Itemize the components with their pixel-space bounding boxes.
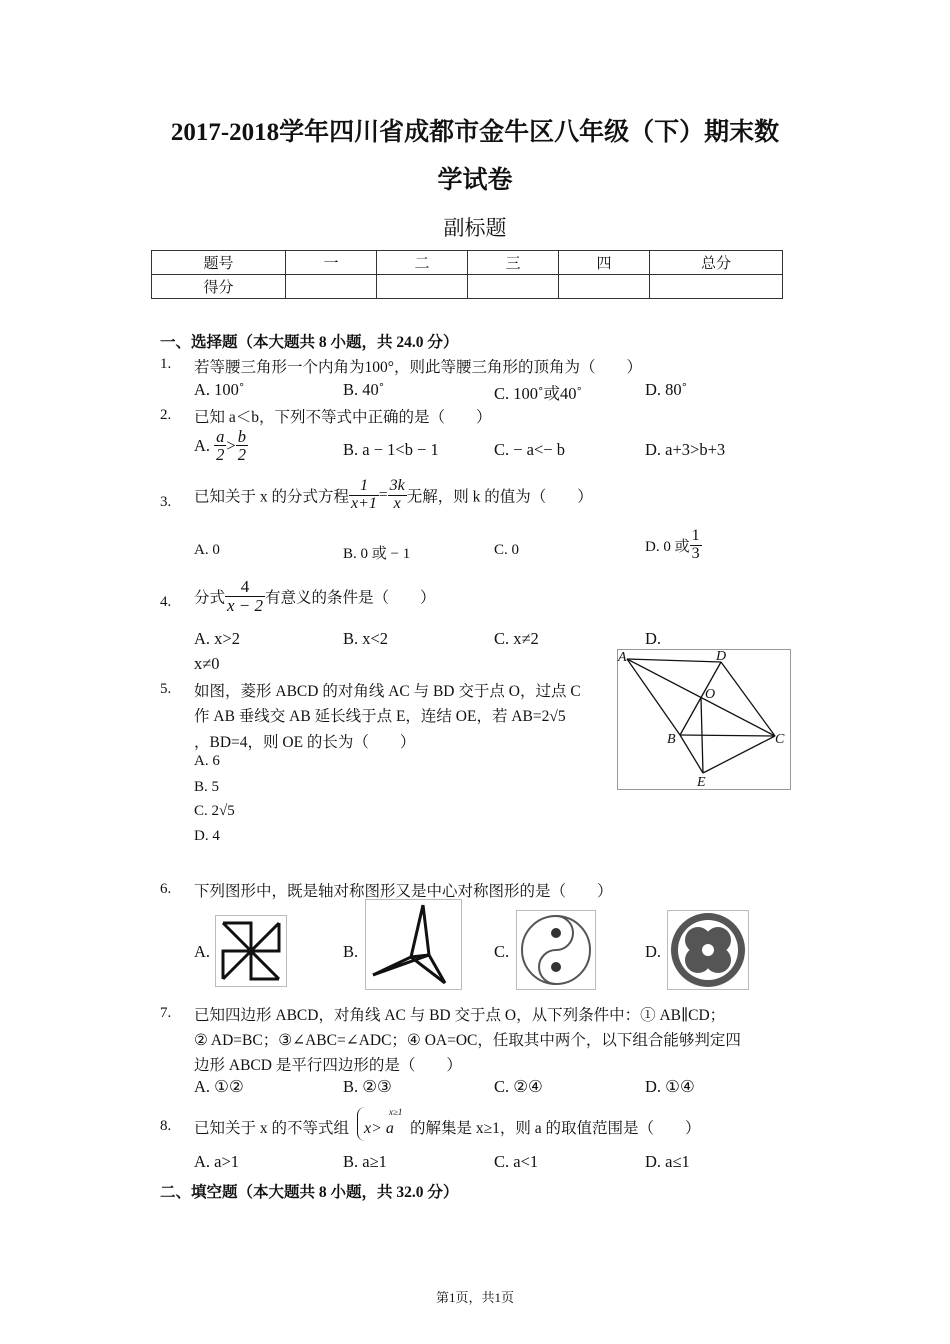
dot-top xyxy=(551,928,561,938)
denominator: 2 xyxy=(216,445,225,465)
q7-number: 7. xyxy=(160,1005,172,1021)
edge-bc xyxy=(680,735,775,736)
q6-number: 6. xyxy=(160,881,172,897)
subtitle: 副标题 xyxy=(443,216,507,240)
q4-option-c: C. x≠2 xyxy=(494,629,539,648)
q7-line-1: 已知四边形 ABCD，对角线 AC 与 BD 交于点 O，从下列条件中：① AB∥CD； xyxy=(194,1007,726,1024)
q4-option-d: D. xyxy=(645,629,662,648)
score-cell xyxy=(559,275,650,299)
q3-text-pre: 已知关于 x 的分式方程 xyxy=(194,488,350,506)
q1-number: 1. xyxy=(160,356,172,372)
q5-line-1: 如图，菱形 ABCD 的对角线 AC 与 BD 交于点 O，过点 C xyxy=(194,683,581,700)
edge-ad xyxy=(627,659,721,662)
q2-option-a xyxy=(194,428,248,464)
q6-option-d: D. xyxy=(645,942,662,961)
q4-text xyxy=(194,578,436,615)
q3-option-c: C. 0 xyxy=(494,542,520,558)
q1-option-a: A. 100˚ xyxy=(194,380,245,399)
row-label: 得分 xyxy=(152,275,286,299)
q5-option-a: A. 6 xyxy=(194,753,220,769)
q8-option-b: B. a≥1 xyxy=(343,1152,387,1171)
extension-be xyxy=(680,735,703,773)
numerator: b xyxy=(237,427,246,446)
score-table-row xyxy=(152,275,783,299)
q3-option-a: A. 0 xyxy=(194,542,220,558)
q4-fraction xyxy=(225,578,265,615)
q1-option-d: D. 80˚ xyxy=(645,380,688,399)
q8-option-d: D. a≤1 xyxy=(645,1152,690,1171)
q5-option-c: C. 2√5 xyxy=(194,803,235,819)
q2-option-a-prefix: A. xyxy=(194,435,211,455)
q8-option-c: C. a<1 xyxy=(494,1152,539,1171)
q2-text: 已知 a＜b，下列不等式中正确的是（ ） xyxy=(194,409,492,426)
title-line-1: 2017-2018学年四川省成都市金牛区八年级（下）期末数 xyxy=(170,119,780,146)
q8-option-a: A. a>1 xyxy=(194,1152,240,1171)
pinwheel-figure xyxy=(215,915,287,987)
denominator: 2 xyxy=(237,445,246,465)
label-c: C xyxy=(775,732,785,747)
score-cell xyxy=(650,275,783,299)
q8-text-post: 的解集是 x≥1，则 a 的取值范围是（ ） xyxy=(410,1120,701,1137)
title-line-2: 学试卷 xyxy=(437,167,513,194)
score-cell xyxy=(286,275,377,299)
flower-circle-figure xyxy=(667,910,749,990)
q5-line-3: ，BD=4，则 OE 的长为（ ） xyxy=(194,734,416,751)
q4-text-post: 有意义的条件是（ ） xyxy=(265,589,436,607)
q3-option-b: B. 0 或 − 1 xyxy=(343,546,411,562)
q3-fraction-1 xyxy=(349,478,379,513)
denominator: x+1 xyxy=(351,494,377,512)
label-a: A xyxy=(618,650,627,665)
numerator: a xyxy=(216,427,225,446)
q4-option-a: A. x>2 xyxy=(194,629,240,648)
q3-option-d-prefix: D. 0 或 xyxy=(645,538,690,555)
rhombus-figure xyxy=(617,649,791,790)
q3-equals: = xyxy=(378,486,388,504)
q2-option-b: B. a − 1<b − 1 xyxy=(343,440,439,459)
denominator: x − 2 xyxy=(227,595,264,615)
q7-option-d: D. ①④ xyxy=(645,1077,695,1096)
q5-option-d: D. 4 xyxy=(194,828,220,844)
figure-border xyxy=(618,650,791,790)
q2-option-d: D. a+3>b+3 xyxy=(645,440,726,459)
q4-number: 4. xyxy=(160,594,172,610)
q5-option-b: B. 5 xyxy=(194,779,220,795)
segment-ce xyxy=(703,736,775,773)
q2-number: 2. xyxy=(160,407,172,423)
score-cell xyxy=(377,275,468,299)
q7-option-c: C. ②④ xyxy=(494,1077,543,1096)
header-cell: 三 xyxy=(468,251,559,275)
q2-fraction-b-over-2 xyxy=(236,428,248,464)
numerator: 1 xyxy=(349,478,379,496)
header-cell: 二 xyxy=(377,251,468,275)
label-e: E xyxy=(697,775,706,790)
q8-system-bottom: x> a xyxy=(364,1120,394,1137)
edge-ab xyxy=(627,659,680,735)
q7-line-3: 边形 ABCD 是平行四边形的是（ ） xyxy=(194,1057,462,1074)
header-cell: 一 xyxy=(286,251,377,275)
q7-line-2: ② AD=BC；③∠ABC=∠ADC；④ OA=OC，任取其中两个，以下组合能够判定四 xyxy=(194,1032,741,1049)
section-2-heading: 二、填空题（本大题共 8 小题，共 32.0 分） xyxy=(160,1184,459,1201)
edge-dc xyxy=(721,662,775,736)
q5-line-2: 作 AB 垂线交 AB 延长线于点 E，连结 OE，若 AB=2√5 xyxy=(194,708,566,725)
q6-option-b: B. xyxy=(343,942,359,961)
numerator: 1 xyxy=(691,527,700,544)
q1-text: 若等腰三角形一个内角为100°，则此等腰三角形的顶角为（ ） xyxy=(194,359,642,376)
q7-option-a: A. ①② xyxy=(194,1077,244,1096)
q5-number: 5. xyxy=(160,681,172,697)
yin-yang-figure xyxy=(516,910,596,990)
q3-fraction-one-third xyxy=(690,528,702,563)
q2-option-c: C. − a<− b xyxy=(494,440,565,459)
label-o: O xyxy=(705,687,716,702)
dot-bottom xyxy=(551,962,561,972)
q6-option-a: A. xyxy=(194,942,211,961)
q6-text: 下列图形中，既是轴对称图形又是中心对称图形的是（ ） xyxy=(194,883,613,900)
label-d: D xyxy=(716,649,727,664)
q7-option-b: B. ②③ xyxy=(343,1077,392,1096)
q8-number: 8. xyxy=(160,1118,172,1134)
page-footer: 第1页，共1页 xyxy=(435,1290,514,1305)
q3-number: 3. xyxy=(160,494,172,510)
q4-option-b: B. x<2 xyxy=(343,629,389,648)
score-table xyxy=(151,250,783,299)
header-cell: 四 xyxy=(559,251,650,275)
center xyxy=(702,944,714,956)
score-cell xyxy=(468,275,559,299)
label-b: B xyxy=(667,732,676,747)
q1-option-b: B. 40˚ xyxy=(343,380,385,399)
q4-option-d-value: x≠0 xyxy=(194,654,220,673)
q8-system-top: x≥1 xyxy=(389,1107,403,1117)
q4-text-pre: 分式 xyxy=(194,589,226,607)
numerator: 3k xyxy=(389,477,405,494)
numerator: 4 xyxy=(225,578,265,597)
q3-fraction-2 xyxy=(388,478,407,513)
q8-text-pre: 已知关于 x 的不等式组 xyxy=(194,1120,350,1137)
score-table-header-row xyxy=(152,251,783,275)
q2-option-a-operator: > xyxy=(226,435,236,455)
q3-text xyxy=(194,478,593,513)
three-blade-figure xyxy=(365,899,462,990)
q2-fraction-a-over-2 xyxy=(214,428,226,464)
q6-option-c: C. xyxy=(494,942,510,961)
denominator: x xyxy=(393,494,401,512)
q3-option-d xyxy=(645,528,702,563)
section-1-heading: 一、选择题（本大题共 8 小题，共 24.0 分） xyxy=(160,334,459,351)
header-cell: 总分 xyxy=(650,251,783,275)
header-cell: 题号 xyxy=(152,251,286,275)
denominator: 3 xyxy=(691,544,700,562)
q1-option-c: C. 100˚或40˚ xyxy=(494,384,582,403)
q3-text-post: 无解，则 k 的值为（ ） xyxy=(406,488,593,506)
